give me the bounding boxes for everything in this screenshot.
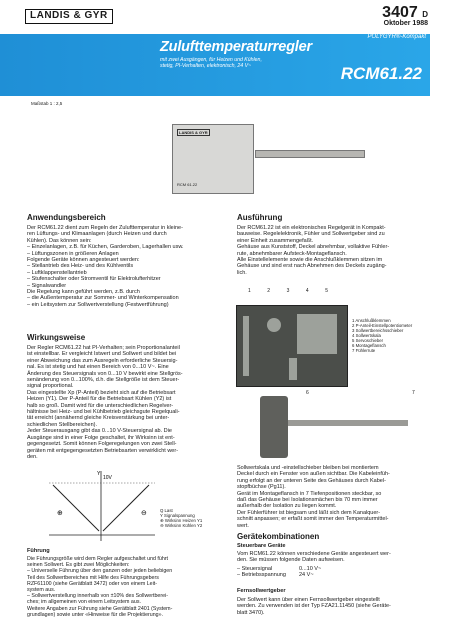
legend-text: Last	[164, 508, 173, 513]
product-subtitle: mit zwei Ausgängen, für Heizen und Kühlen, stetig, PI-Verhalten, elektronisch, 24 V~	[160, 57, 262, 69]
legend-item	[160, 523, 202, 528]
text-wirkungsweise: Der Regler RCM61.22 hat PI-Verhalten; sein Proportionalanteil ist einstellbar. Er vergleicht Istwert und Sollwert und bildet bei einer Abweichung das zum Ausregeln erforderliche Steuersig- nal. Es ist stetig und hat einen Bereich von 0...10 V~. Eine Änderung des Steuersignals von 0...10 V bewirkt eine Stellgrös- senänderung von 0...100%, d.h. die Stellgröße ist dem Steuer- signal proportional. Das eingestellte Xp (P-Anteil) bezieht sich auf die Betriebsart Heizen (Y1). Der P-Anteil für die Betriebsart Kühlen (Y2) ist halb so groß. Damit wird für die unterschiedlichen Regelver- hältnisse bei Heiz- und bei Kühlbetrieb gleichsgute Regelquali- tät erreicht (annähernd gleiche Kreisverstärkung bei unter- schiedlichen Stellbereichen). Jeder Steuerausgang gibt das 0...10 V-Steuersignal ab. Die Ausgänge sind in einer Folge geschaltet, ihr Wirksinn ist ent- gegengesetzt. Somit können Folgeregelungen von zwei Stell- geräten mit entgegengesetzten Betriebsarten verwirklicht wer- den.	[27, 345, 183, 460]
sensor-probe	[288, 420, 408, 426]
legend-text: Wirksinn Heizen Y1	[164, 518, 203, 523]
legend-letter: ⊖	[160, 523, 164, 528]
component-legend-item: 4 Sollwertskala	[352, 333, 381, 338]
sensor-rod	[255, 150, 365, 158]
brand-logo: LANDIS & GYR	[25, 9, 113, 24]
heading-anwendungsbereich: Anwendungsbereich	[27, 213, 106, 222]
component-number: 2	[267, 288, 271, 294]
housing-brand-label: LANDIS & GYR	[179, 130, 208, 135]
potentiometer	[267, 318, 281, 332]
spec-value: 0...10 V~	[299, 566, 322, 572]
component-number: 1	[248, 288, 251, 294]
servo-slider	[289, 358, 297, 380]
diagram-legend	[160, 508, 202, 528]
heading-steuerbare-geraete: Steuerbare Geräte	[237, 543, 286, 549]
component-number: 4	[305, 288, 309, 294]
component-legend-item: 5 Servoschieber	[352, 338, 384, 343]
component-number: 3	[286, 288, 290, 294]
component-number-row	[248, 288, 328, 294]
spec-row	[237, 572, 357, 578]
housing-model-label: RCM 61.22	[177, 182, 198, 187]
controller-housing	[172, 124, 254, 194]
heading-fuehrung: Führung	[27, 548, 50, 554]
product-model: RCM61.22	[340, 64, 422, 83]
heating-symbol: ⊕	[57, 510, 63, 517]
document-number-value: 3407	[382, 4, 418, 21]
heading-ausfuehrung: Ausführung	[237, 213, 283, 222]
setpoint-scale	[297, 314, 337, 354]
component-legend-item: 7 Fühlerrute	[352, 348, 376, 353]
spec-label: – Betriebsspannung	[237, 572, 286, 579]
control-sequence-diagram	[45, 467, 157, 543]
text-anwendungsbereich: Der RCM61.22 dient zum Regeln der Zulufttemperatur in kleine- ren Lüftungs- und Klimaanlagen (durch Heizen und durch Kühlen). Das können sein: – Einzelanlagen, z.B. für Küchen, Garderoben, Lagerhallen usw. – Lüftungszonen in größeren Anlagen Folgende Geräte können angesteuert werden: – Stellantrieb des Heiz- und des Kühlventils – Luftklappenstellantrieb – Stufenschalter oder Stromventil für Elektrolufterhitzer – Signalwandler Die Regelung kann geführt werden, z.B. durch – die Außentemperatur zur Sommer- und Winterkompensation – ein Leitsystem zur Sollwertverstellung (Festwertführung)	[27, 225, 184, 308]
text-fuehrung: Die Führungsgröße wird dem Regler aufgeschaltet und führt seinen Sollwert. Es gibt zwei Möglichkeiten: – Universelle Führung über den ganzen oder jeden beliebigen Teil des Sollwertbereiches mit Hilfe des Führungsgebers RZF61100 (siehe Gerätblatt 3472) oder von einem Leit- system aus. – Sollwertverstellung innerhalb von ±10% des Sollwertberei- ches; im allgemeinen von einem Leitsystem aus. Weitere Angaben zur Führung siehe Gerätblatt 2401 (System- grundlagen) sowie unter «Hinweise für die Projektierung».	[27, 556, 173, 618]
callout-rod: 7	[412, 390, 415, 396]
terminal-strip	[243, 316, 249, 376]
heading-wirkungsweise: Wirkungsweise	[27, 333, 86, 342]
spec-table	[237, 566, 357, 579]
legend-letter: Y	[160, 513, 163, 518]
cooling-line	[103, 485, 149, 531]
diagram-y-letter: Y	[97, 471, 101, 477]
cooling-symbol: ⊖	[141, 510, 147, 517]
component-legend-item: 6 Montageflansch	[352, 343, 386, 348]
document-language: D	[422, 10, 428, 19]
component-legend	[352, 318, 412, 353]
text-ausfuehrung: Der RCM61.22 ist ein elektronisches Regelgerät in Kompakt- bauweise. Regelelektronik, Fühler und Sollwertgeber sind zu einer Einheit zusammengefaßt. Gehäuse aus Kunststoff, Deckel abnehmbar, vollaktive Fühler- rute, abnehmbarer Aufsteck-Montageflansch. Alle Einstellelemente sowie die Anschlußklemmen sitzen im Gehäuse und sind erst nach Abnehmen des Deckels zugäng- lich.	[237, 225, 390, 276]
text-fernsollwertgeber: Der Sollwert kann über einen Fernsollwertgeber eingestellt werden. Zu verwenden ist der Typ FZA21.11450 (siehe Geräte- blatt 3470).	[237, 597, 391, 616]
product-series: POLYGYR®-Kompakt	[367, 34, 426, 40]
heading-fernsollwertgeber: Fernsollwertgeber	[237, 588, 286, 594]
diagram-axis-label: 10V	[103, 475, 112, 481]
product-title: Zulufttemperaturregler	[160, 39, 312, 55]
component-legend-item: 2 P-Anteil-Einstellpotentiometer	[352, 323, 413, 328]
heading-geraetekombinationen: Gerätekombinationen	[237, 532, 320, 541]
legend-letter: Q	[160, 508, 164, 513]
text-steuerbare-geraete: Vom RCM61.22 können verschiedene Geräte angesteuert wer- den. Sie müssen folgende Daten aufweisen.	[237, 551, 391, 564]
interior-photo	[236, 305, 348, 387]
spec-value: 24 V~	[299, 572, 314, 579]
heating-line	[53, 485, 99, 531]
component-number: 5	[325, 288, 328, 294]
legend-text: Signalspannung	[164, 513, 195, 518]
text-sollwert: Sollwertskala und -einstellschieber bleiben bei montiertem Deckel durch ein Fenster von außen sichtbar. Die Kabeleinfüh- rung erfolgt an der unteren Seite des Gehäuses durch Kabel- stopfbüchse (Pg11). Gerät im Montageflansch in 7 Tiefenpositionen steckbar, so daß das Gehäuse bei Isolationsmächen bis 70 mm immer außerhalb der Isolation zu liegen kommt. Der Fühlerführer ist biegsam und läßt sich dem Kanalquer- schnitt anpassen; er erfaßt somit immer den Temperaturmittel- wert.	[237, 465, 390, 529]
document-date: Oktober 1988	[383, 20, 428, 27]
callout-flange: 6	[306, 390, 309, 396]
legend-letter: ⊕	[160, 518, 164, 523]
mounting-flange	[260, 396, 288, 458]
scale-note: Maßstab 1 : 2,5	[31, 101, 63, 106]
component-legend-item: 3 Sollwertbereichsschieber	[352, 328, 404, 333]
legend-text: Wirksinn Kühlen Y2	[164, 523, 203, 528]
component-legend-item: 1 Anschlußklemmen	[352, 318, 391, 323]
spec-label: – Steuersignal	[237, 566, 273, 572]
